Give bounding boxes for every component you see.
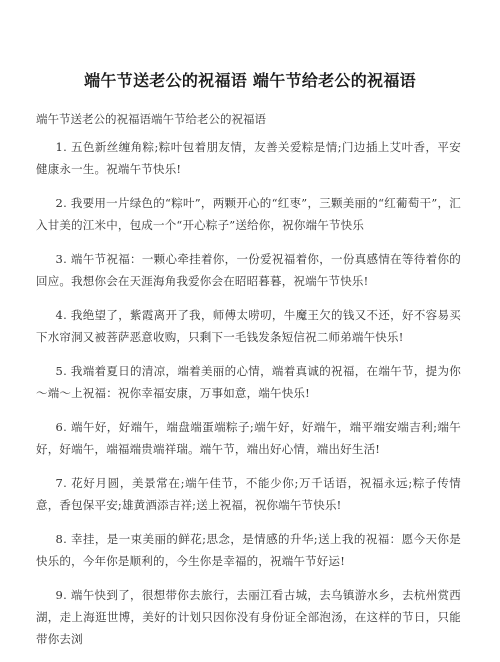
paragraph: 9. 端午快到了，很想带你去旅行，去丽江看古城，去乌镇游水乡，去杭州赏西湖，走上海逛世博，美好的计划只因你没有身份证全部泡汤，在这样的节日，只能带你去浏: [36, 588, 461, 646]
paragraph: 6. 端午好，好端午，端盘端蛋端粽子;端午好，好端午，端平端安端吉利;端午好，好端午，端福端贵端祥瑞。端午节，端出好心情，端出好生活!: [36, 420, 461, 456]
paragraph: 7. 花好月圆，美景常在;端午佳节，不能少你;万千话语，祝福永远;粽子传情意，香包保平安;雄黄酒添吉祥;送上祝福，祝你端午节快乐!: [36, 476, 461, 512]
paragraph: 3. 端午节祝福：一颗心牵挂着你，一份爱祝福着你，一份真感情在等待着你的回应。我想你会在天涯海角我爱你会在昭昭暮暮，祝端午节快乐!: [36, 252, 461, 288]
page-subtitle: 端午节送老公的祝福语端午节给老公的祝福语: [36, 112, 266, 126]
paragraph: 1. 五色新丝缠角粽;粽叶包着朋友情，友善关爱粽是情;门边插上艾叶香，平安健康永一生。祝端午节快乐!: [36, 140, 461, 176]
article-body: [36, 136, 461, 662]
paragraph: 4. 我绝望了，紫霞离开了我，师傅太唠叨，牛魔王欠的钱又不还，好不容易买下水帘洞又被菩萨恶意收购，只剩下一毛钱发条短信祝二师弟端午快乐!: [36, 308, 461, 344]
paragraph: 2. 我要用一片绿色的“粽叶”，两颗开心的“红枣”，三颗美丽的“红葡萄干”，汇入甘美的江米中，包成一个“开心粽子”送给你，祝你端午节快乐: [36, 196, 461, 232]
page-title: 端午节送老公的祝福语 端午节给老公的祝福语: [84, 71, 416, 90]
paragraph: 8. 幸挂，是一束美丽的鲜花;思念，是情感的升华;送上我的祝福：愿今天你是快乐的，今年你是顺利的，今生你是幸福的，祝端午节好运!: [36, 532, 461, 568]
paragraph: 5. 我端着夏日的清凉，端着美丽的心情，端着真诚的祝福，在端午节，提为你～端～上祝福：祝你幸福安康，万事如意，端午快乐!: [36, 364, 461, 400]
